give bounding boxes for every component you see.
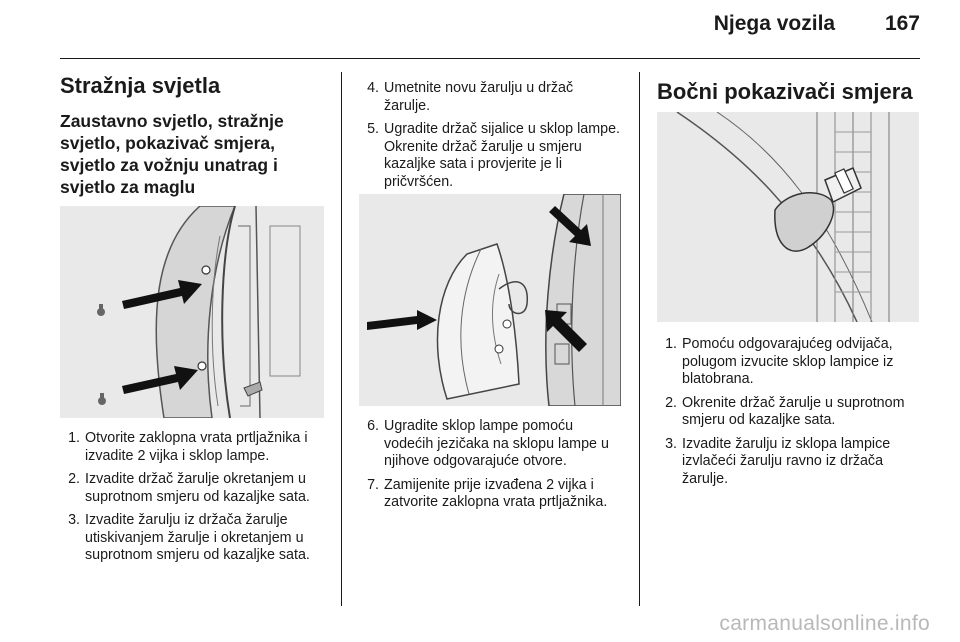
watermark: carmanualsonline.info (719, 612, 930, 635)
steps-list-rear (60, 430, 324, 571)
list-item: 6. Ugradite sklop lampe pomoću vodećih jezičaka na sklopu lampe u njihove odgovarajuće otvore. (367, 418, 609, 469)
section-heading: Bočni pokazivači smjera (657, 79, 913, 104)
column-divider-1 (341, 72, 342, 606)
list-item: 2. Izvadite držač žarulje okretanjem u suprotnom smjeru od kazaljke sata. (68, 471, 310, 505)
list-item: 4. Umetnite novu žarulju u držač žarulje. (367, 80, 574, 114)
list-item: 1. Otvorite zaklopna vrata prtljažnika i izvadite 2 vijka i sklop lampe. (68, 430, 308, 464)
steps-list-install-a (359, 80, 623, 197)
column-rear-lights (60, 72, 324, 198)
column-side-indicators (657, 78, 921, 106)
steps-list-side (657, 336, 921, 494)
list-item: 7. Zamijenite prije izvađena 2 vijka i zatvorite zaklopna vrata prtljažnika. (367, 476, 608, 510)
list-item: 2. Okrenite držač žarulje u suprotnom smjeru od kazaljke sata. (665, 394, 905, 428)
list-item: 5. Ugradite držač sijalice u sklop lampe. Okrenite držač žarulje u smjeru kazaljke sata i provjerite je li pričvršćen. (367, 121, 621, 190)
side-indicator-illustration (657, 112, 919, 322)
page-header (714, 12, 920, 36)
page-number: 167 (884, 12, 920, 35)
section-title: Njega vozila (713, 12, 836, 35)
list-item: 1. Pomoću odgovarajućeg odvijača, polugom izvucite sklop lampice iz blatobrana. (665, 336, 894, 387)
column-divider-2 (639, 72, 640, 606)
subsection-heading: Zaustavno svjetlo, stražnje svjetlo, pokazivač smjera, svjetlo za vožnju unatrag i svjetlo za maglu (60, 111, 284, 197)
rear-lamp-illustration (60, 206, 324, 418)
list-item: 3. Izvadite žarulju iz sklopa lampice izvlačeći žarulju ravno iz držača žarulje. (665, 435, 891, 487)
lamp-assembly-illustration (359, 194, 621, 406)
header-rule (60, 58, 920, 59)
section-heading: Stražnja svjetla (60, 73, 221, 98)
steps-list-install-b (359, 418, 623, 518)
list-item: 3. Izvadite žarulju iz držača žarulje utiskivanjem žarulje i okretanjem u suprotnom smjeru od kazaljke sata. (68, 512, 310, 563)
